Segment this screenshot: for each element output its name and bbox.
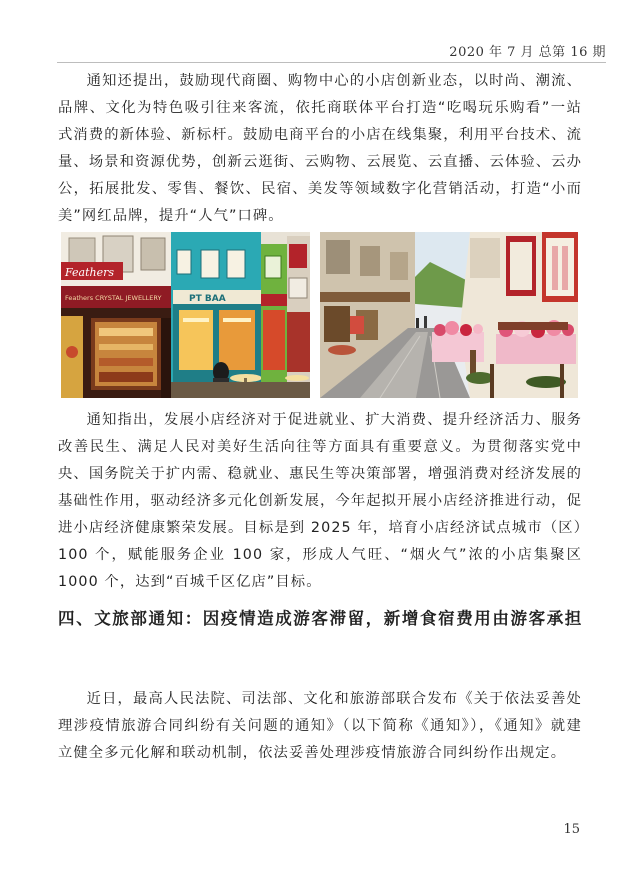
awning-text: Feathers CRYSTAL JEWELLERY — [65, 294, 162, 302]
issue-header: 2020 年 7 月 总第 16 期 — [449, 45, 606, 60]
paragraph-shop-innovation: 通知还提出，鼓励现代商圈、购物中心的小店创新业态，以时尚、潮流、品牌、文化为特色吸引往来客流，依托商联体平台打造“吃喝玩乐购看”一站式消费的新体验、新标杆。鼓励电商平台的小店在线集聚，利用平台技术、流量、场景和资源优势，创新云逛街、云购物、云展览、云直播、云体验、云办公，拓展批发、零售、餐饮、民宿、美发等领域数字化营销活动，打造“小而美”网红品牌，提升“人气”口碑。 — [58, 73, 582, 224]
feathers-sign: Feathers — [65, 266, 115, 279]
teal-shop-sign: PT BAA — [189, 294, 226, 304]
section-heading: 四、文旅部通知：因疫情造成游客滞留，新增食宿费用由游客承担 — [58, 609, 583, 628]
photo-flower-street — [320, 232, 578, 398]
photo-shopfronts — [61, 232, 310, 398]
paragraph-small-store-economy: 通知指出，发展小店经济对于促进就业、扩大消费、提升经济活力、服务改善民生、满足人民对美好生活向往等方面具有重要意义。为贯彻落实党中央、国务院关于扩内需、稳就业、惠民生等决策部署，增强消费对经济发展的基础性作用，驱动经济多元化创新发展，今年起拟开展小店经济推进行动，促进小店经济健康繁荣发展。目标是到 2025 年，培育小店经济试点城市（区）100 个，赋能服务企业 100 家，形成人气旺、“烟火气”浓的小店集聚区 1000 个，达到“百城千区亿店”目标。 — [58, 412, 582, 590]
header-rule — [57, 62, 606, 63]
paragraph-tourism-notice: 近日，最高人民法院、司法部、文化和旅游部联合发布《关于依法妥善处理涉疫情旅游合同纠纷有关问题的通知》（以下简称《通知》），《通知》就建立健全多元化解和联动机制，依法妥善处理涉疫情旅游合同纠纷作出规定。 — [58, 691, 582, 761]
page-number: 15 — [563, 822, 580, 837]
